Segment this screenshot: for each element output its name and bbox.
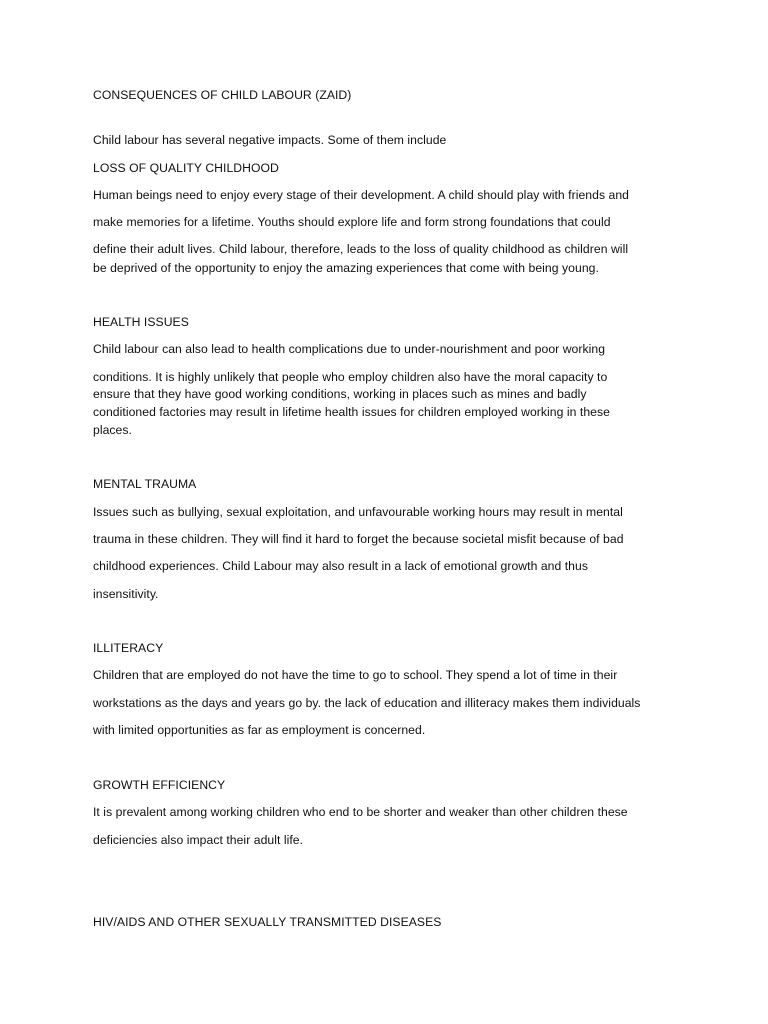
paragraph-line: be deprived of the opportunity to enjoy the amazing experiences that come with being young. <box>93 261 599 275</box>
paragraph-line: make memories for a lifetime. Youths should explore life and form strong foundations that could <box>93 215 611 229</box>
paragraph-line: trauma in these children. They will find it hard to forget the because societal misfit because of bad <box>93 532 624 546</box>
section-heading: HIV/AIDS AND OTHER SEXUALLY TRANSMITTED DISEASES <box>93 915 442 929</box>
paragraph-line: ensure that they have good working conditions, working in places such as mines and badly <box>93 387 587 401</box>
paragraph-line: with limited opportunities as far as employment is concerned. <box>93 723 426 737</box>
paragraph-line: places. <box>93 423 132 437</box>
paragraph-line: Children that are employed do not have the time to go to school. They spend a lot of time in their <box>93 668 618 682</box>
section-heading: HEALTH ISSUES <box>93 315 189 329</box>
section-heading: LOSS OF QUALITY CHILDHOOD <box>93 161 279 175</box>
paragraph-line: define their adult lives. Child labour, therefore, leads to the loss of quality childhood as children will <box>93 242 629 256</box>
paragraph-line: conditions. It is highly unlikely that people who employ children also have the moral capacity to <box>93 370 608 384</box>
paragraph-line: Human beings need to enjoy every stage of their development. A child should play with friends and <box>93 188 630 202</box>
section-heading: MENTAL TRAUMA <box>93 477 197 491</box>
paragraph-line: conditioned factories may result in lifetime health issues for children employed working in these <box>93 405 610 419</box>
paragraph-line: Issues such as bullying, sexual exploitation, and unfavourable working hours may result in mental <box>93 505 623 519</box>
document-title: CONSEQUENCES OF CHILD LABOUR (ZAID) <box>93 88 352 102</box>
intro-text: Child labour has several negative impacts. Some of them include <box>93 133 447 147</box>
section-heading: ILLITERACY <box>93 641 164 655</box>
section-heading: GROWTH EFFICIENCY <box>93 778 226 792</box>
paragraph-line: It is prevalent among working children who end to be shorter and weaker than other children these <box>93 805 628 819</box>
paragraph-line: childhood experiences. Child Labour may also result in a lack of emotional growth and thus <box>93 559 588 573</box>
paragraph-line: insensitivity. <box>93 587 159 601</box>
paragraph-line: deficiencies also impact their adult life. <box>93 833 304 847</box>
paragraph-line: Child labour can also lead to health complications due to under-nourishment and poor working <box>93 342 606 356</box>
paragraph-line: workstations as the days and years go by. the lack of education and illiteracy makes them individuals <box>93 696 641 710</box>
